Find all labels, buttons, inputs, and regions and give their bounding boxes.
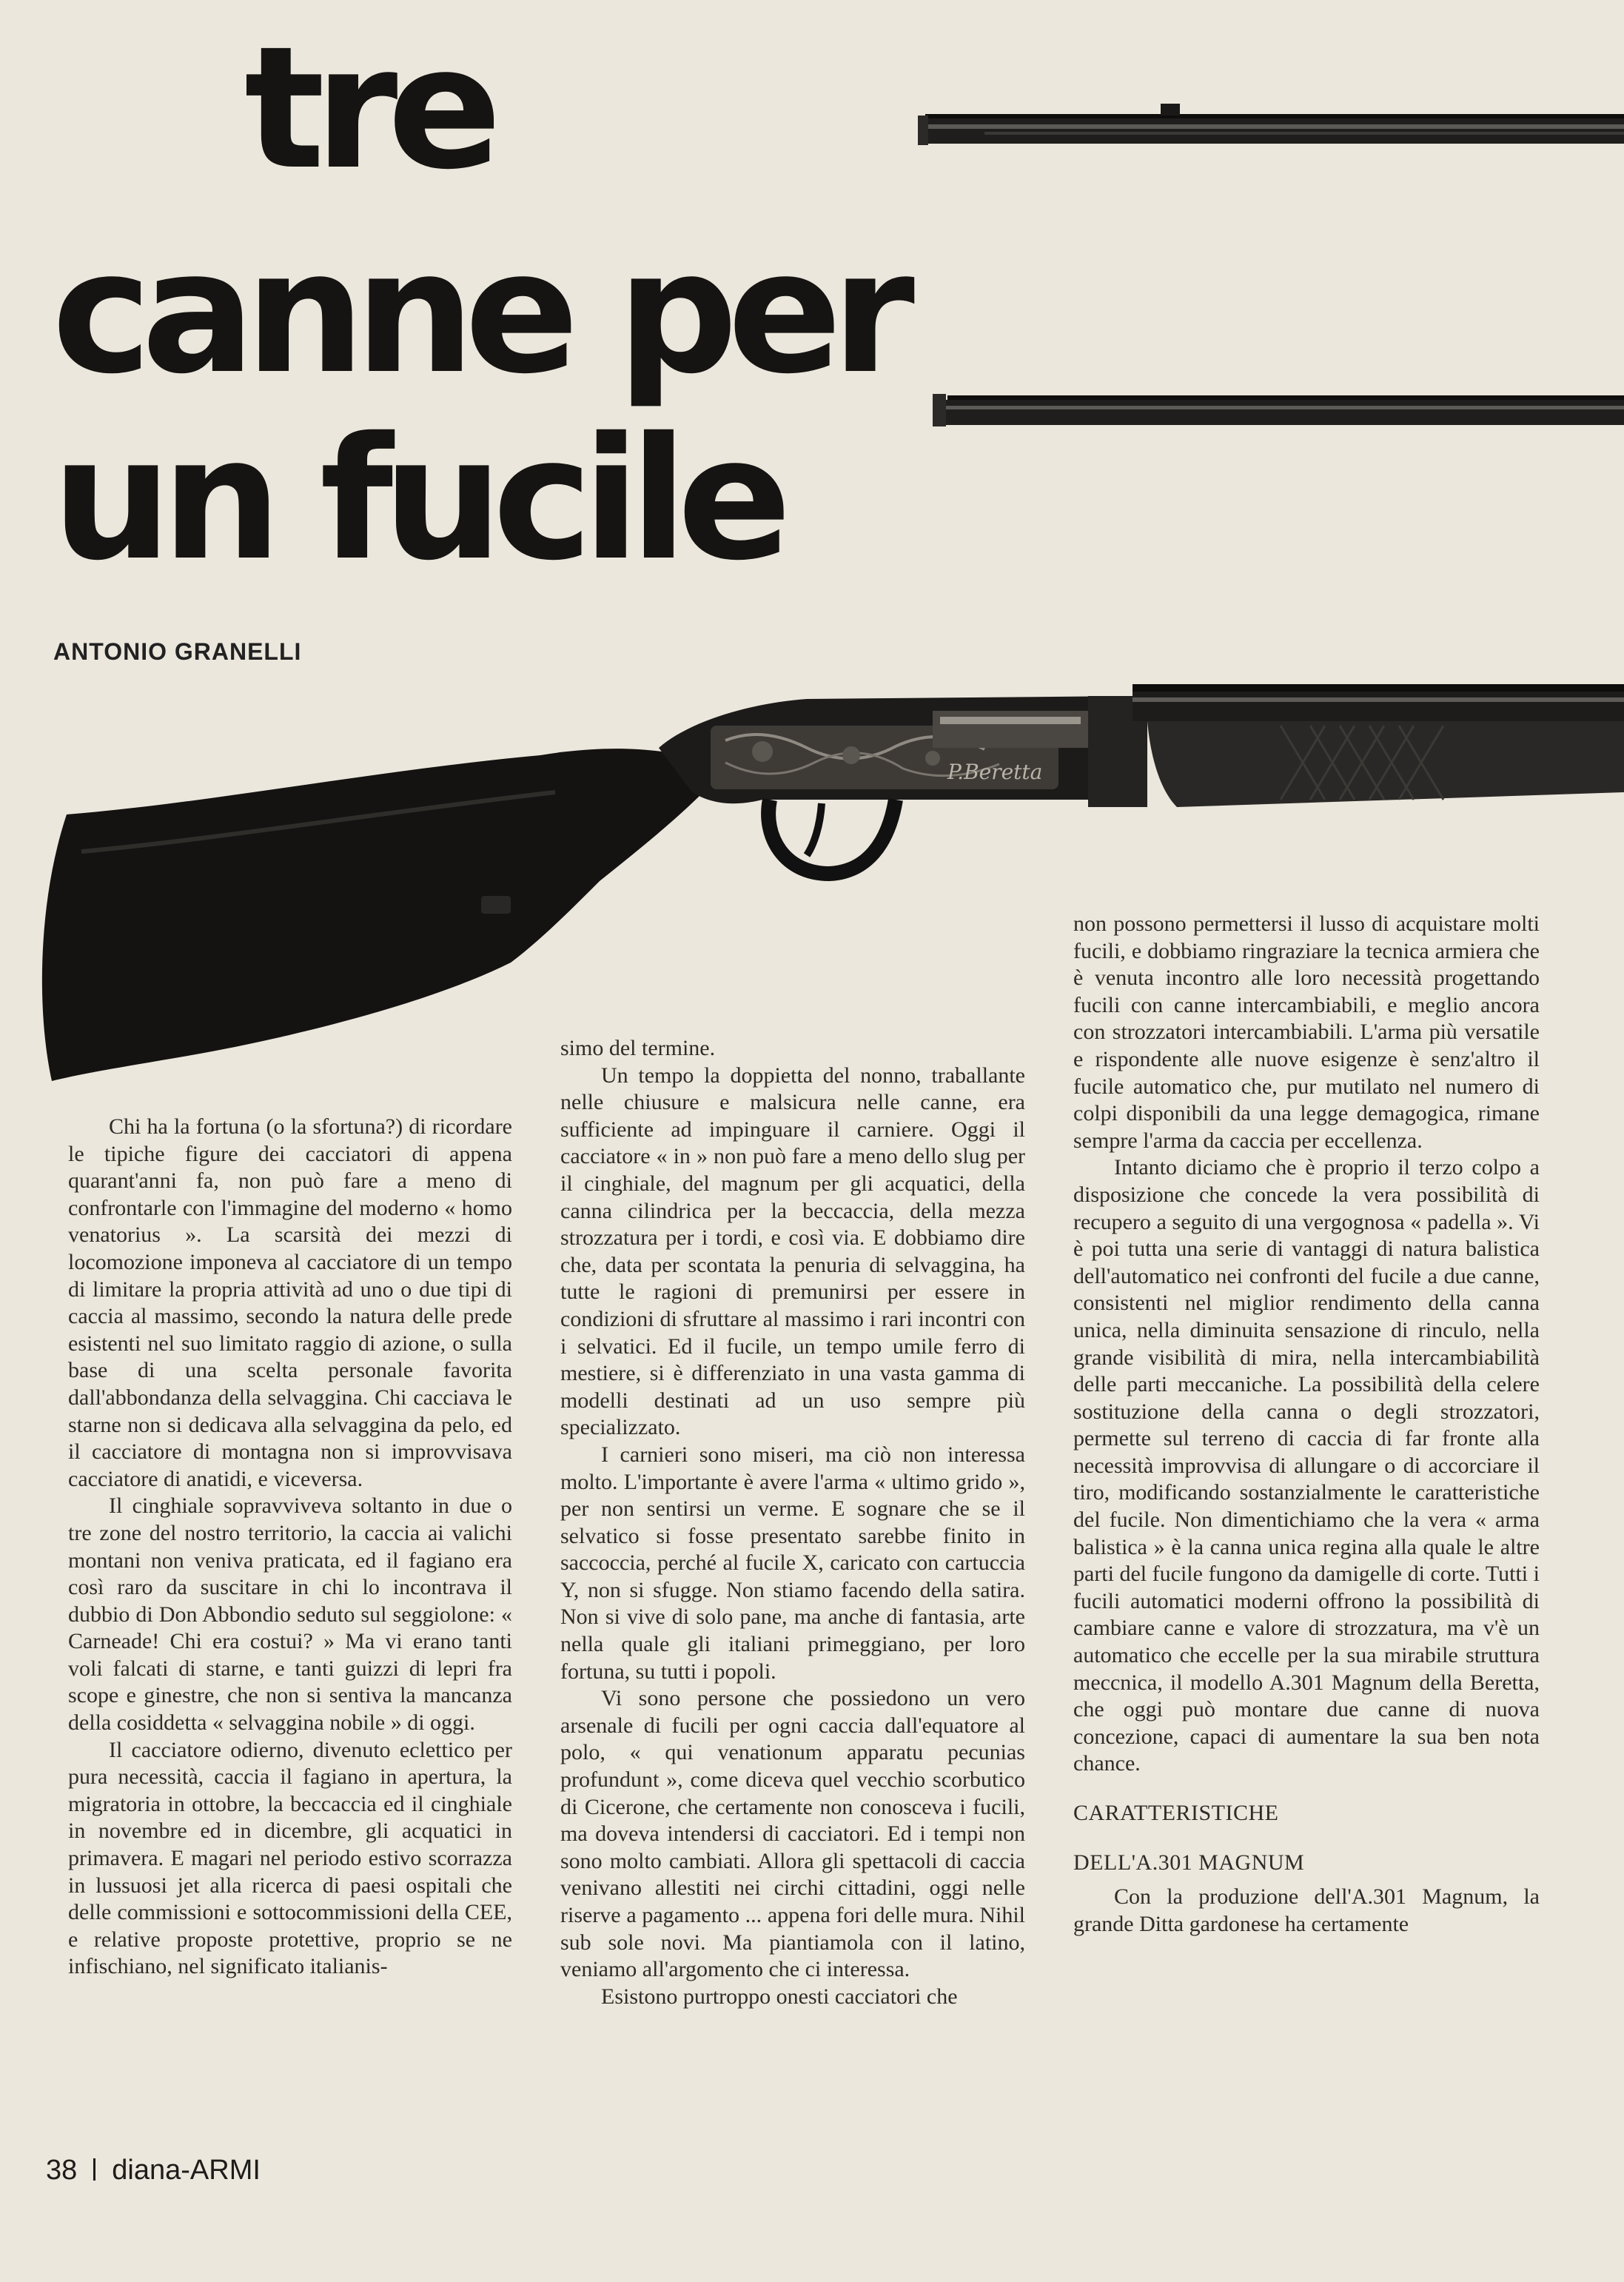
title-line-2: canne per (52, 214, 905, 411)
paragraph: non possono permettersi il lusso di acquistare molti fucili, e dobbiamo ringraziare la tecnica armiera che è venuta incontro alle loro necessità progettando fucili con canne intercambiabili, e meglio ancora con strozzatori intercambiabili. L'arma più versatile e rispondente alle nuove esigenze è senz'altro il fucile automatico che, pur mutilato nel numero di colpi disponibili da una legge demagogica, rimane sempre l'arma da caccia per eccellenza. (1073, 911, 1540, 1153)
author-byline: ANTONIO GRANELLI (53, 638, 302, 665)
engraving-text: P.Beretta (947, 760, 1043, 784)
shotgun-barrel (1133, 692, 1624, 721)
spare-barrels-illustration (918, 89, 1624, 459)
paragraph: Esistono purtroppo onesti cacciatori che (601, 1984, 958, 2009)
page-number: 38 (46, 2155, 78, 2186)
paragraph: Un tempo la doppietta del nonno, traballante nelle chiusure e malsicura nelle canne, era sufficiente ad impinguare il carniere. Oggi il cacciatore « in » non può fare a meno dello slug per il cinghiale, del magnum per gli acquatici, della canna cilindrica per la beccaccia, della mezza strozzatura per i tordi, e così via. E dobbiamo dire che, data per scontata la penuria di selvaggina, ha tutte le ragioni di premunirsi per essere in condizioni di sfruttare al massimo i rari incontri con i selvatici. Ed il fucile, un tempo umile ferro di mestiere, si è differenziato in una vasta gamma di modelli destinati ad un uso sempre più specializzato. (560, 1063, 1025, 1440)
shotgun-stock (42, 749, 703, 1081)
paragraph: Il cinghiale sopravviveva soltanto in due o tre zone del nostro territorio, la caccia ai valichi montani non veniva praticata, ed il fagiano era così raro da suscitare in chi lo incontrava il dubbio di Don Abbondio seduto sul seggiolone: « Carneade! Chi era costui? » Ma vi erano tanti voli falcati di starne, e tanti guizzi di lepri fra scope e ginestre, che non si sentiva la mancanza della cosiddetta « selvaggina nobile » di oggi. (68, 1493, 512, 1736)
paragraph: Chi ha la fortuna (o la sfortuna?) di ricordare le tipiche figure dei cacciatori di appena quarant'anni fa, non può fare a meno di confrontarle con l'immagine del moderno « homo venatorius ». La scarsità dei mezzi di locomozione imponeva al cacciatore di un tempo di limitare la propria attività ad uno o due tipi di caccia al massimo, secondo la natura delle prede esistenti nel suo limitato raggio di azione, o sulla base di una scelta personale favorita dall'abbondanza della selvaggina. Chi cacciava le starne non si dedicava alla selvaggina da pelo, ed il cacciatore di montagna non si improvvisava cacciatore di anatidi, e viceversa. (68, 1114, 512, 1491)
paragraph: Intanto diciamo che è proprio il terzo colpo a disposizione che concede la vera possibilità di recupero a seguito di una vergognosa « padella ». Vi è poi tutta una serie di vantaggi di natura balistica dell'automatico nei confronti del fucile a due canne, consistenti nel miglior rendimento della canna unica, nella diminuita sensazione di rinculo, nella grande visibilità di mira, nella intercambiabilità delle parti meccaniche. La possibilità della celere sostituzione della canna o degli strozzatori, permette sul terreno di caccia di far fronte alla necessità improvvisa di allungare o di accorciare il tiro, modificando sostanzialmente le caratteristiche del fucile. Non dimentichiamo che la vera « arma balistica » è la canna unica regina alla quale le altre parti del fucile fungono da damigelle di corte. Tutti i fucili automatici moderni offrono la possibilità di cambiare canne e valore di strozzatura, ma v'è un automatico che eccelle per la sua mirabile struttura meccnica, il modello A.301 Magnum della Beretta, che oggi può montare due canne di nuova concezione, capaci di aumentare la sua ben nota chance. (1073, 1155, 1540, 1776)
title-line-1: tre (244, 10, 492, 207)
barrel-middle (933, 394, 1624, 426)
article-column-3 (1073, 911, 1540, 2110)
article-column-1 (68, 1114, 512, 2110)
title-line-3: un fucile (52, 401, 782, 598)
paragraph: Il cacciatore odierno, divenuto eclettico per pura necessità, caccia il fagiano in apertura, la migratoria in ottobre, la beccaccia ed il cinghiale in novembre ed in dicembre, gli acquatici in primavera. E magari nel periodo estivo scorrazza in lussuosi jet alla ricerca di paesi ospitali che delle commissioni e sottocommissioni della CEE, e relative proposte protettive, proprio se ne infischiano, nel significato italianis- (68, 1737, 512, 1979)
paragraph: I carnieri sono miseri, ma ciò non interessa molto. L'importante è avere l'arma « ultimo grido », per non sentirsi un verme. E sognare che se il selvatico si fosse presentato sarebbe finito in saccoccia, perché al fucile X, caricato con cartuccia Y, non si sfugge. Non stiamo facendo della satira. Non si vive di solo pane, ma anche di fantasia, arte nella quale gli italiani primeggiano, per loro fortuna, su tutti i popoli. (560, 1442, 1025, 1684)
shotgun-forend (1147, 721, 1624, 807)
article-column-2 (560, 1035, 1025, 2110)
footer-separator (93, 2158, 95, 2181)
magazine-name: diana-ARMI (112, 2155, 261, 2186)
shotgun-trigger-guard (768, 800, 896, 874)
paragraph: Vi sono persone che possiedono un vero arsenale di fucili per ogni caccia dall'equatore al polo, « qui venationum apparatu pecunias profundunt », come diceva quel vecchio scorbutico di Cicerone, che certamente non conosceva i fucili, ma doveva intendersi di cacciatori. Ed i tempi non sono molto cambiati. Allora gli spettacoli di caccia venivano allestiti nei circhi cittadini, oggi nelle riserve a pagamento ... appena fori delle mura. Nihil sub sole novi. Ma piantiamola con il latino, veniamo all'argomento che ci interessa. (560, 1686, 1025, 1982)
section-heading: CARATTERISTICHE (1073, 1801, 1279, 1825)
barrel-top (918, 104, 1624, 145)
page-footer (46, 2155, 261, 2186)
paragraph: simo del termine. (560, 1036, 716, 1060)
section-heading: DELL'A.301 MAGNUM (1073, 1850, 1305, 1875)
paragraph: Con la produzione dell'A.301 Magnum, la grande Ditta gardonese ha certamente (1073, 1884, 1540, 1936)
